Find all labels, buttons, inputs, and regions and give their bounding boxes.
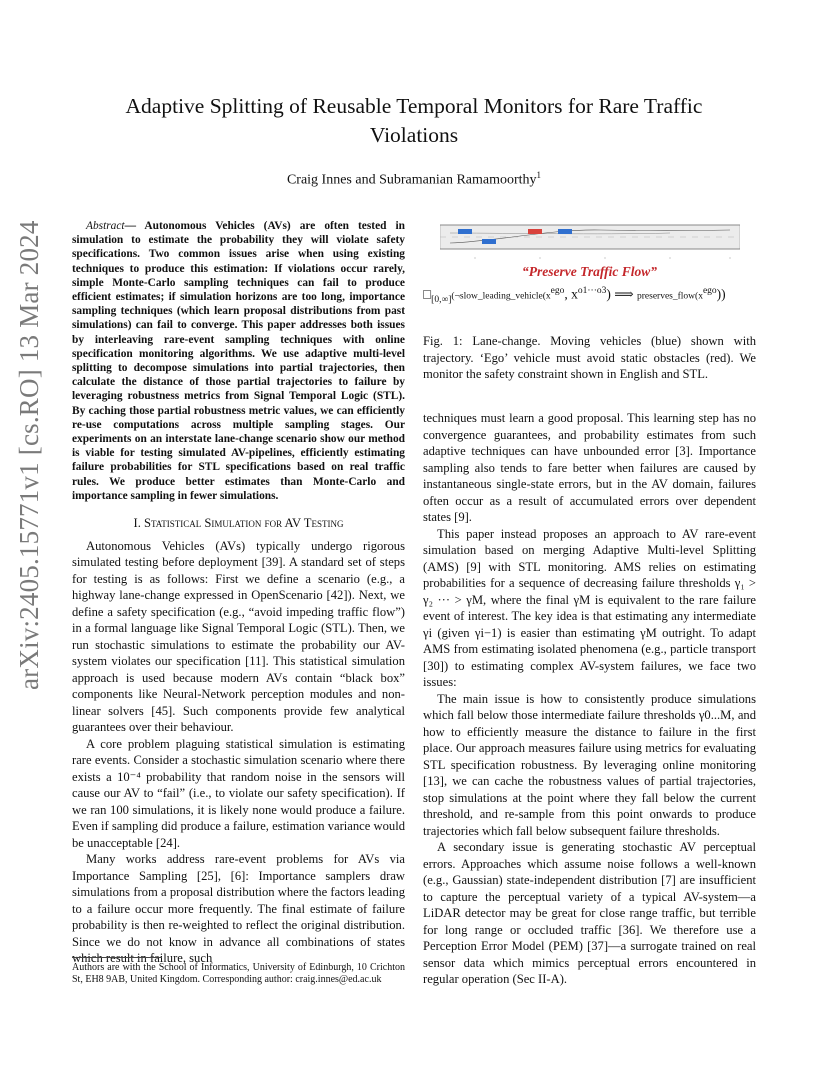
formula-right: preserves_flow(x <box>637 291 703 302</box>
lane-change-figure <box>440 221 740 263</box>
formula-right-sup: ego <box>702 286 717 296</box>
formula-end: )) <box>716 286 726 302</box>
figure-caption: Fig. 1: Lane-change. Moving vehicles (blue) shown with trajectory. ‘Ego’ vehicle must avoid static obstacles (red). We monitor the safety constraint shown in English and STL. <box>423 334 756 381</box>
abstract <box>72 219 405 503</box>
author-names: Craig Innes and Subramanian Ramamoorthy <box>286 172 537 188</box>
arxiv-identifier: arXiv:2405.15771v1 [cs.RO] 13 Mar 2024 <box>14 220 44 690</box>
figure-quote: “Preserve Traffic Flow” <box>522 264 657 279</box>
stl-formula <box>423 286 756 305</box>
author-affiliation-mark: 1 <box>536 170 542 180</box>
footnote: Authors are with the School of Informatics, University of Edinburgh, 10 Crichton St, EH8 9AB, United Kingdom. Corresponding author: craig.innes@ed.ac.uk <box>72 962 405 986</box>
abstract-label: Abstract <box>86 220 125 232</box>
section-heading: I. Statistical Simulation for AV Testing <box>133 516 344 531</box>
implies-symbol: ⟹ <box>614 286 634 302</box>
formula-left-sup: ego <box>550 286 565 296</box>
author-line <box>80 170 748 189</box>
moving-vehicle <box>558 229 572 234</box>
formula-mid-sup: o1···o3 <box>577 286 607 296</box>
formula-close: ) <box>606 286 611 302</box>
left-column <box>72 219 405 967</box>
left-paragraph-1: Autonomous Vehicles (AVs) typically undergo rigorous simulated testing before deployment [39]. A standard set of steps for testing is as follows: First we define a scenario (e.g., a highway lane-change expressed in OpenScenario [42]). Next, we define a safety specification (e.g., “avoid impeding traffic flow”) in a formal language like Signal Temporal Logic (STL). Then, we run stochastic simulations to estimate the probability our AV-system violates our specification [11]. This statistical simulation approach is used because modern AVs contain “black box” components like Neural-Network perception modules and non-linear solvers [45]. Such components provide few analytical guarantees over their behaviour. <box>72 538 405 735</box>
always-interval: [0,∞] <box>431 295 452 306</box>
moving-vehicle <box>458 229 472 234</box>
always-operator: □ <box>423 286 432 302</box>
moving-vehicle <box>482 239 496 244</box>
left-paragraph-3: Many works address rare-event problems for AVs via Importance Sampling [25], [6]: Importance samplers draw simulations from a proposal distribution where the factors leading to a failure occur more frequently. The final estimate of failure probability is then re-weighted to reflect the original distribution. Since we do not know in advance all combinations of states which result in failure, such <box>72 852 405 966</box>
abstract-text: — Autonomous Vehicles (AVs) are often tested in simulation to estimate the probability they will violate safety specifications. Two common issues arise when using existing techniques to produce this estimation: If violations occur rarely, simple Monte-Carlo sampling techniques can fail to produce efficient estimates; if simulation horizons are too long, importance sampling techniques (which learn proposal distributions from past simulations) can fail to converge. This paper addresses both issues by interleaving rare-event sampling techniques with online specification monitoring algorithms. We use adaptive multi-level splitting to decompose simulations into partial trajectories, then calculate the distance of those partial trajectories to failure by leveraging robustness metrics from Signal Temporal Logic (STL). By caching those partial robustness metric values, we can efficiently re-use computations across multiple sampling stages. Our experiments on an interstate lane-change scenario show our method is viable for testing simulated AV-pipelines, efficiently estimating failure probabilities for STL specifications based on real traffic rules. We produce better estimates than Monte-Carlo and importance sampling in fewer simulations. <box>72 220 405 502</box>
paper-title: Adaptive Splitting of Reusable Temporal Monitors for Rare Traffic Violations <box>125 94 703 147</box>
right-paragraph-1: techniques must learn a good proposal. This learning step has no convergence guarantees, and probability estimates from such adaptive techniques can have unbounded error [3]. Importance sampling also tends to fare better when failures are caused by instantaneous single-state errors, but in the AV domain, failures often occur as a result of accumulated errors over dependent states [9]. <box>423 411 756 524</box>
footnote-rule <box>72 957 162 958</box>
right-paragraph-2: This paper instead proposes an approach to AV rare-event simulation based on merging Adaptive Multi-level Splitting (AMS) [9] with STL monitoring. AMS relies on estimating probabilities for a sequence of decreasing failure thresholds γ₁ > γ₂ ··· > γM, where the final γM is equivalent to the rare failure event of interest. The key idea is that estimating any intermediate γi (given γi−1) is easier than estimating γM outright. To adapt AMS from estimating isolated phenomena (e.g., particle transport [30]) to estimating complex AV-system failures, we face two issues: <box>423 526 756 689</box>
static-obstacle <box>528 229 542 234</box>
right-paragraph-4: A secondary issue is generating stochastic AV perceptual errors. Approaches which assume noise follows a well-known (e.g., Gaussian) state-independent distribution [7] are insufficient to capture the perceptual variety of a typical AV-system—a LiDAR detector may be great for close range traffic, but terrible for long range or occluded traffic [36]. We therefore use a Perception Error Model (PEM) [37]—a surrogate trained on real sensor data which mimics perceptual errors encountered in regular operation (Sec II-A). <box>423 840 756 986</box>
formula-left: (¬slow_leading_vehicle(x <box>451 291 551 302</box>
formula-mid: , x <box>564 286 578 302</box>
right-column <box>423 410 756 988</box>
right-paragraph-3: The main issue is how to consistently produce simulations which fall below those intermediate failure thresholds γ0...M, and how to efficiently measure the distance to failure in the first place. Our approach measures failure using metrics for evaluating STL specification robustness. By leveraging online monitoring [13], we can cache the robustness values of partial trajectories, stop simulations at the point where they fall below the current threshold, and re-sample from this point onwards to produce trajectories which fall below subsequent failure thresholds. <box>423 691 756 838</box>
left-paragraph-2: A core problem plaguing statistical simulation is estimating rare events. Consider a stochastic simulation scenario where there exists a 10⁻⁴ probability that random noise in the sensors will cause our AV to “fail” (i.e., to violate our safety specification). If we ran 100 simulations, it is likely none would produce a failure. Even if sampling did produce a failure, estimation variance would be unacceptable [24]. <box>72 736 405 850</box>
